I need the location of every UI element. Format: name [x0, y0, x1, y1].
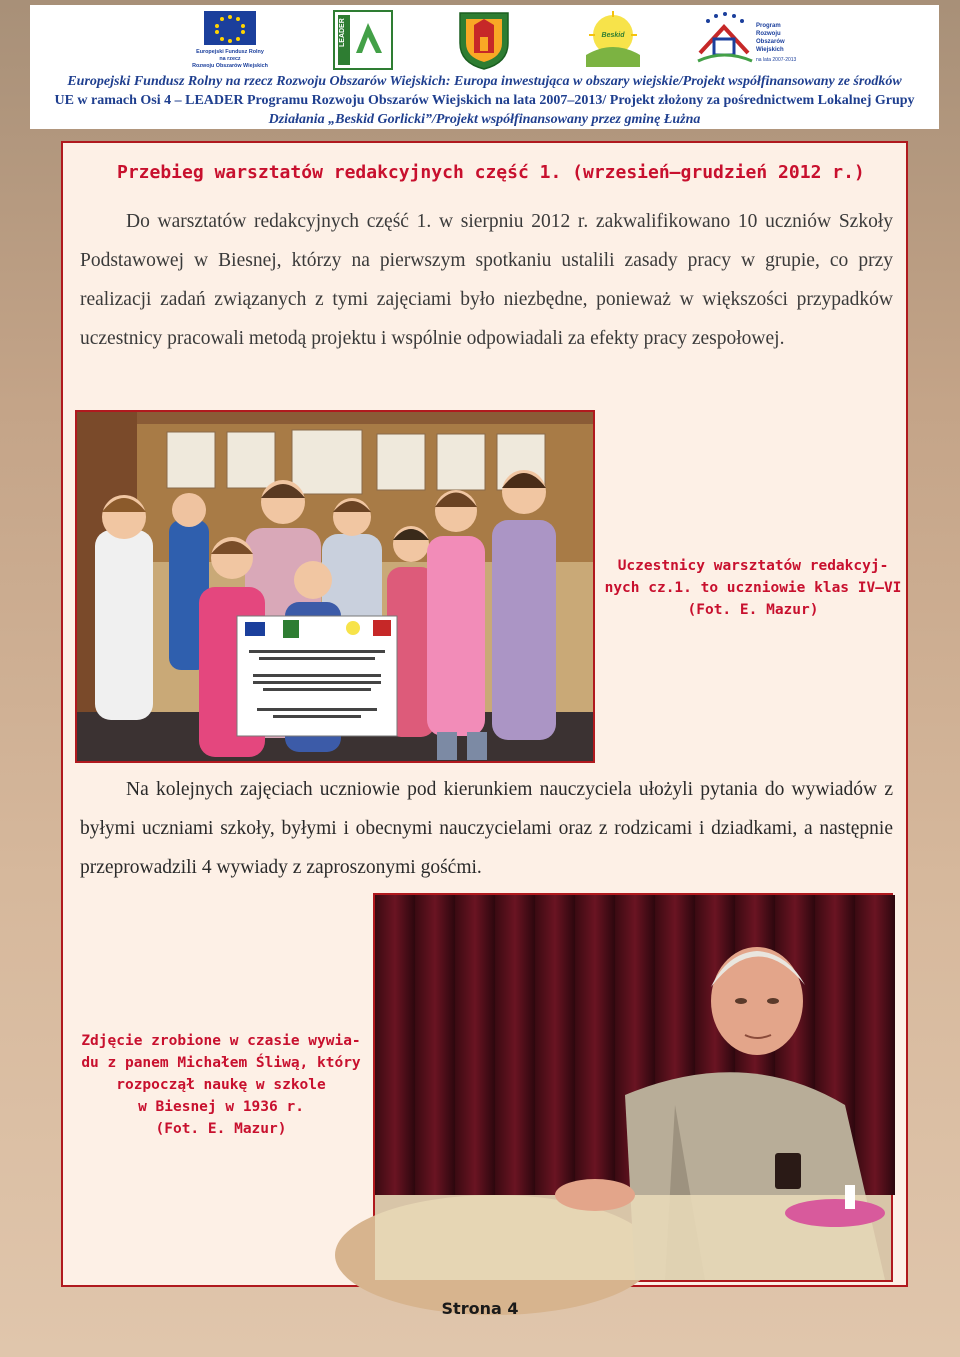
- students-photo-illustration: [77, 412, 593, 761]
- interviews-paragraph: Na kolejnych zajęciach uczniowie pod kierunkiem nauczyciela ułożyli pytania do wywiadów z byłymi uczniami szkoły, byłymi i obecnymi nauczycielami oraz z rodzicami i dziadkami, a następnie przeprowadzili 4 wywiady z zaproszonymi gośćmi.: [80, 779, 893, 878]
- logo-strip: [30, 9, 939, 73]
- svg-text:Rozwoju: Rozwoju: [756, 31, 781, 37]
- students-photo-caption: [603, 555, 903, 621]
- svg-text:na rzecz: na rzecz: [219, 56, 241, 62]
- intro-paragraph: Do warsztatów redakcyjnych część 1. w sierpniu 2012 r. zakwalifikowano 10 uczniów Szkoły Podstawowej w Biesnej, którzy na pierwszym spotkaniu ustalili zasady pracy w grupie, co przy realizacji zadań związanych z tymi zajęciami było niezbędne, ponieważ w większości przypadków uczestnicy pracowali metodą projektu i wspólnie odpowiadali za efekty pracy zespołowej.: [80, 211, 893, 349]
- article-title: Przebieg warsztatów redakcyjnych część 1. (wrzesień–grudzień 2012 r.): [117, 162, 865, 183]
- students-group-photo: [75, 410, 595, 763]
- funding-line-1: Europejski Fundusz Rolny na rzecz Rozwoju Obszarów Wiejskich: Europa inwestująca w obszary wiejskie/Projekt współfinansowany ze środków: [67, 74, 902, 89]
- caption2-line-3: rozpoczął naukę w szkole: [116, 1077, 326, 1093]
- funding-notice: [30, 72, 939, 129]
- funding-line-3: Działania „Beskid Gorlicki”/Projekt współfinansowany przez gminę Łużna: [268, 112, 701, 127]
- caption1-line-3: (Fot. E. Mazur): [687, 602, 819, 618]
- interview-photo-illustration: [375, 895, 891, 1280]
- local-group-logo: [578, 9, 648, 71]
- svg-text:Beskid: Beskid: [601, 32, 625, 39]
- svg-text:Program: Program: [756, 23, 781, 29]
- svg-text:Wiejskich: Wiejskich: [756, 47, 784, 53]
- eu-flag-logo: [190, 9, 270, 71]
- svg-text:Obszarów: Obszarów: [756, 39, 785, 45]
- caption2-line-4: w Biesnej w 1936 r.: [138, 1099, 304, 1115]
- svg-text:Europejski Fundusz Rolny: Europejski Fundusz Rolny: [196, 49, 264, 55]
- interview-photo: [373, 893, 893, 1282]
- caption1-line-2: nych cz.1. to uczniowie klas IV–VI: [604, 580, 902, 596]
- caption1-line-1: Uczestnicy warsztatów redakcyj-: [617, 558, 889, 574]
- coat-of-arms-icon: [456, 9, 512, 71]
- svg-text:Rozwoju Obszarów Wiejskich: Rozwoju Obszarów Wiejskich: [192, 63, 268, 69]
- prow-logo: [694, 9, 797, 71]
- article-panel: [61, 141, 908, 1287]
- leader-logo: [332, 9, 394, 71]
- svg-text:LEADER: LEADER: [339, 18, 346, 47]
- funding-header: [30, 5, 939, 129]
- caption2-line-5: (Fot. E. Mazur): [155, 1121, 287, 1137]
- funding-line-2: UE w ramach Osi 4 – LEADER Programu Rozwoju Obszarów Wiejskich na lata 2007–2013/ Projekt złożony za pośrednictwem Lokalnej Grupy: [54, 93, 915, 108]
- caption2-line-1: Zdjęcie zrobione w czasie wywia-: [81, 1033, 361, 1049]
- caption2-line-2: du z panem Michałem Śliwą, który: [81, 1055, 361, 1071]
- page-number: Strona 4: [441, 1299, 519, 1318]
- interview-photo-caption: [71, 1030, 371, 1140]
- svg-text:na lata 2007-2013: na lata 2007-2013: [756, 57, 797, 63]
